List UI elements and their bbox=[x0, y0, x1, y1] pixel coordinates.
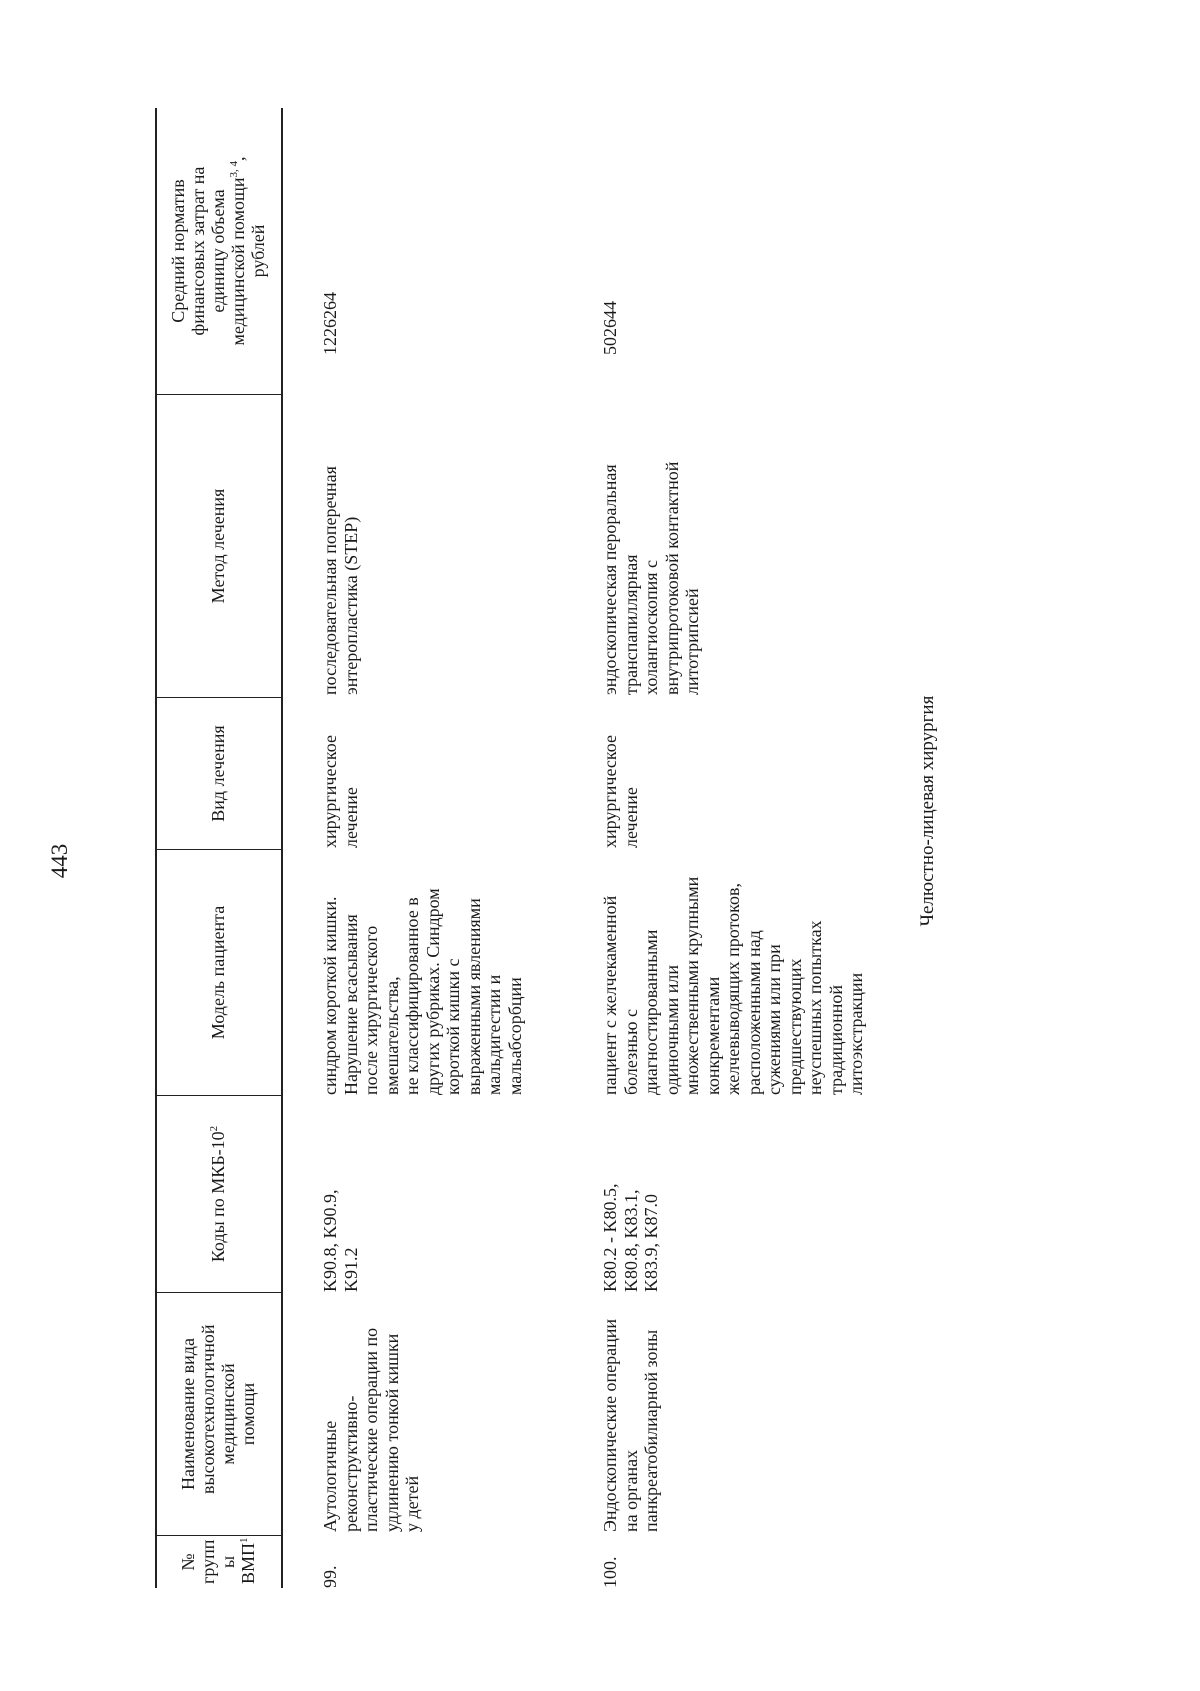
header-name: Наименование вида высокотехнологичной медицинской помощи bbox=[178, 1324, 258, 1494]
row-100-no: 100. bbox=[600, 1556, 620, 1588]
table-header-rule bbox=[281, 108, 283, 1588]
section-title: Челюстно-лицевая хирургия bbox=[917, 695, 938, 927]
row-100-name: Эндоскопические операции на органах панкреатобилиарной зоны bbox=[600, 1318, 661, 1532]
header-type: Вид лечения bbox=[208, 725, 228, 822]
row-99-codes: K90.8, K90.9, K91.2 bbox=[320, 1189, 361, 1292]
header-group-no: № групп ы ВМП$^1$ bbox=[178, 1537, 258, 1584]
row-100-type: хирургическое лечение bbox=[600, 735, 641, 848]
header-method: Метод лечения bbox=[208, 488, 228, 604]
header-model: Модель пациента bbox=[208, 905, 228, 1040]
header-cost: Средний норматив финансовых затрат на единицу объема медицинской помощи$^{3, 4}$, рублей bbox=[168, 156, 268, 346]
row-99-model: синдром короткой кишки. Нарушение всасывания после хирургического вмешательства, не классифицированное в других рубриках. Синдром короткой кишки с выраженными явлениями мальдигестии и мальабсорбции bbox=[320, 888, 525, 1095]
row-99-no: 99. bbox=[320, 1565, 340, 1588]
row-99-cost: 1226264 bbox=[320, 292, 340, 355]
row-99-method: последовательная поперечная энтеропластика (STEP) bbox=[320, 466, 361, 695]
row-100-codes: K80.2 - K80.5, K80.8, K83.1, K83.9, K87.0 bbox=[600, 1183, 661, 1292]
row-100-model: пациент с желчекаменной болезнью с диагностированными одиночными или множественными крупными конкрементами желчевыводящих протоков, расположенными над сужениями или при предшествующих неуспешных попытках традиционной литоэкстракции bbox=[600, 876, 866, 1095]
header-codes: Коды по МКБ-$10^2$ bbox=[208, 1125, 228, 1263]
table-top-rule bbox=[155, 108, 157, 1588]
page-number: 443 bbox=[47, 843, 72, 879]
row-99-name: Аутологичные реконструктивно- пластические операции по удлинению тонкой кишки у детей bbox=[320, 1327, 422, 1532]
row-100-cost: 502644 bbox=[600, 301, 620, 355]
row-100-method: эндоскопическая пероральная транспапиллярная холангиоскопия с внутрипротоковой контактной литотрипсией bbox=[600, 461, 702, 695]
row-99-type: хирургическое лечение bbox=[320, 735, 361, 848]
